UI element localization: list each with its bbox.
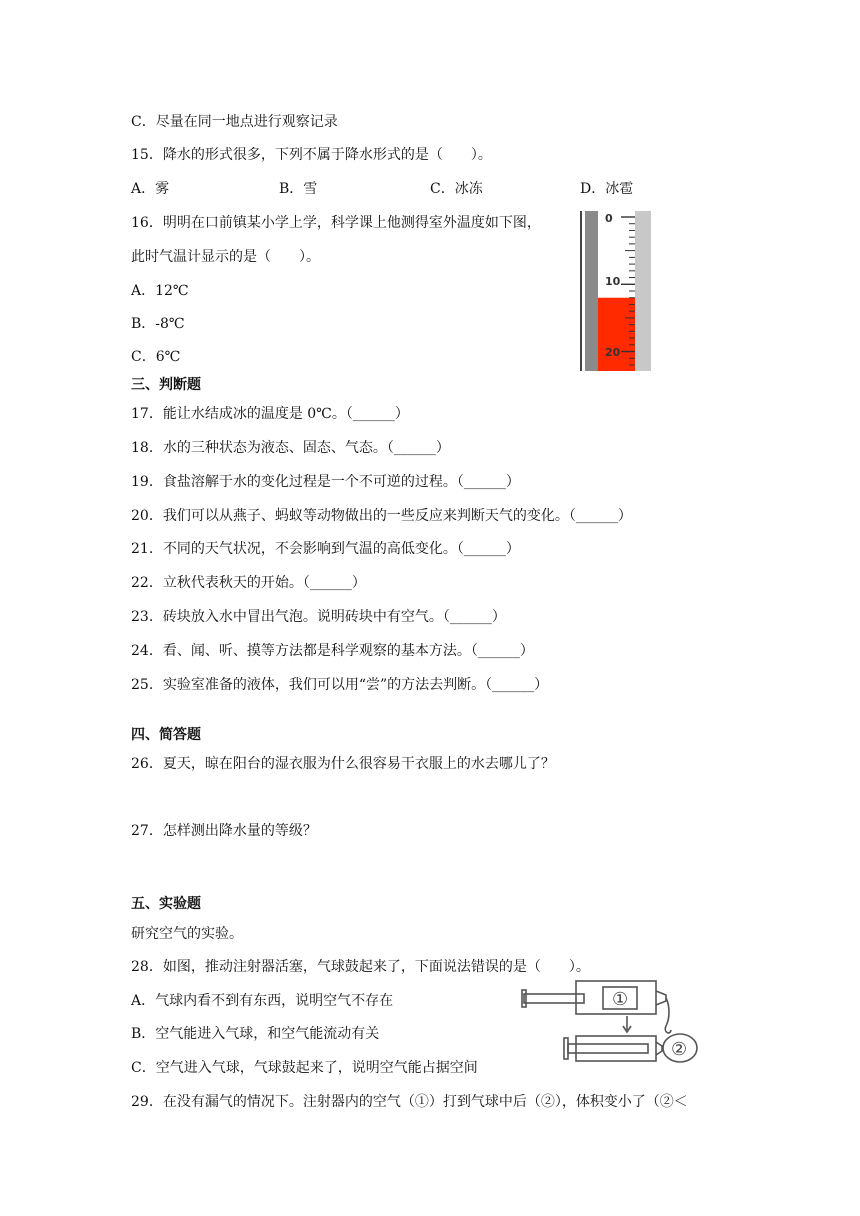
q28-option-a: A．气球内看不到有东西，说明空气不存在 [131, 993, 394, 1009]
q15-option-d: D．冰雹 [580, 181, 634, 197]
bottom-syringe-barrel [576, 1036, 656, 1061]
question-16-line-1: 16．明明在口前镇某小学上学，科学课上他测得室外温度如下图， [131, 215, 541, 231]
question-21: 21．不同的天气状况，不会影响到气温的高低变化。（______） [131, 541, 520, 557]
question-17: 17．能让水结成冰的温度是 0℃。（______） [131, 406, 409, 422]
question-23: 23．砖块放入水中冒出气泡。说明砖块中有空气。（______） [131, 609, 506, 625]
q16-option-b: B．-8℃ [131, 316, 185, 332]
thermometer-right-frame [635, 211, 651, 371]
q15-option-c: C．冰冻 [430, 181, 483, 197]
syringe-balloon-figure [520, 978, 700, 1072]
question-22: 22．立秋代表秋天的开始。（______） [131, 575, 366, 591]
thermometer-left-frame [585, 211, 598, 371]
section-4-heading: 四、简答题 [131, 727, 201, 743]
section-3-heading: 三、判断题 [131, 377, 201, 393]
question-29: 29．在没有漏气的情况下。注射器内的空气（①）打到气球中后（②），体积变小了（②＜ [131, 1094, 688, 1110]
question-26: 26．夏天，晾在阳台的湿衣服为什么很容易干衣服上的水去哪儿了？ [131, 756, 555, 772]
top-plunger-rod [524, 994, 584, 1003]
question-25: 25．实验室准备的液体，我们可以用“尝”的方法去判断。（______） [131, 677, 549, 693]
question-28: 28．如图，推动注射器活塞，气球鼓起来了，下面说法错误的是（ ）。 [131, 959, 590, 975]
q16-option-a: A．12℃ [131, 283, 189, 299]
top-syringe-nozzle [656, 991, 666, 1005]
q28-option-c: C．空气进入气球，气球鼓起来了，说明空气能占据空间 [131, 1060, 478, 1076]
question-19: 19．食盐溶解于水的变化过程是一个不可逆的过程。（______） [131, 474, 520, 490]
top-balloon-tube [665, 998, 671, 1033]
section-5-heading: 五、实验题 [131, 896, 201, 912]
thermometer-liquid [598, 298, 635, 371]
label-circle-1: ① [612, 989, 629, 1010]
thermometer-left-edge [580, 211, 582, 371]
tick-label-20: 20 [605, 346, 621, 359]
question-20: 20．我们可以从燕子、蚂蚁等动物做出的一些反应来判断天气的变化。（______） [131, 508, 632, 524]
bottom-plunger-handle [564, 1038, 568, 1059]
question-18: 18．水的三种状态为液态、固态、气态。（______） [131, 440, 450, 456]
q14-option-c: C．尽量在同一地点进行观察记录 [131, 114, 338, 130]
question-16-line-2: 此时气温计显示的是（ ）。 [131, 249, 320, 265]
q28-option-b: B．空气能进入气球，和空气能流动有关 [131, 1026, 380, 1042]
bottom-syringe-nozzle [656, 1042, 662, 1055]
question-27: 27．怎样测出降水量的等级？ [131, 823, 317, 839]
question-24: 24．看、闻、听、摸等方法都是科学观察的基本方法。（______） [131, 643, 534, 659]
tick-label-0: 0 [605, 212, 613, 225]
q16-option-c: C．6℃ [131, 349, 181, 365]
thermometer-figure [577, 211, 655, 371]
label-circle-2: ② [671, 1039, 688, 1060]
q15-option-b: B．雪 [279, 181, 318, 197]
question-15: 15．降水的形式很多，下列不属于降水形式的是（ ）。 [131, 147, 492, 163]
tick-label-10: 10 [605, 275, 621, 288]
experiment-intro: 研究空气的实验。 [131, 926, 243, 942]
bottom-plunger-rod [568, 1044, 648, 1053]
q15-option-a: A．雾 [131, 181, 170, 197]
